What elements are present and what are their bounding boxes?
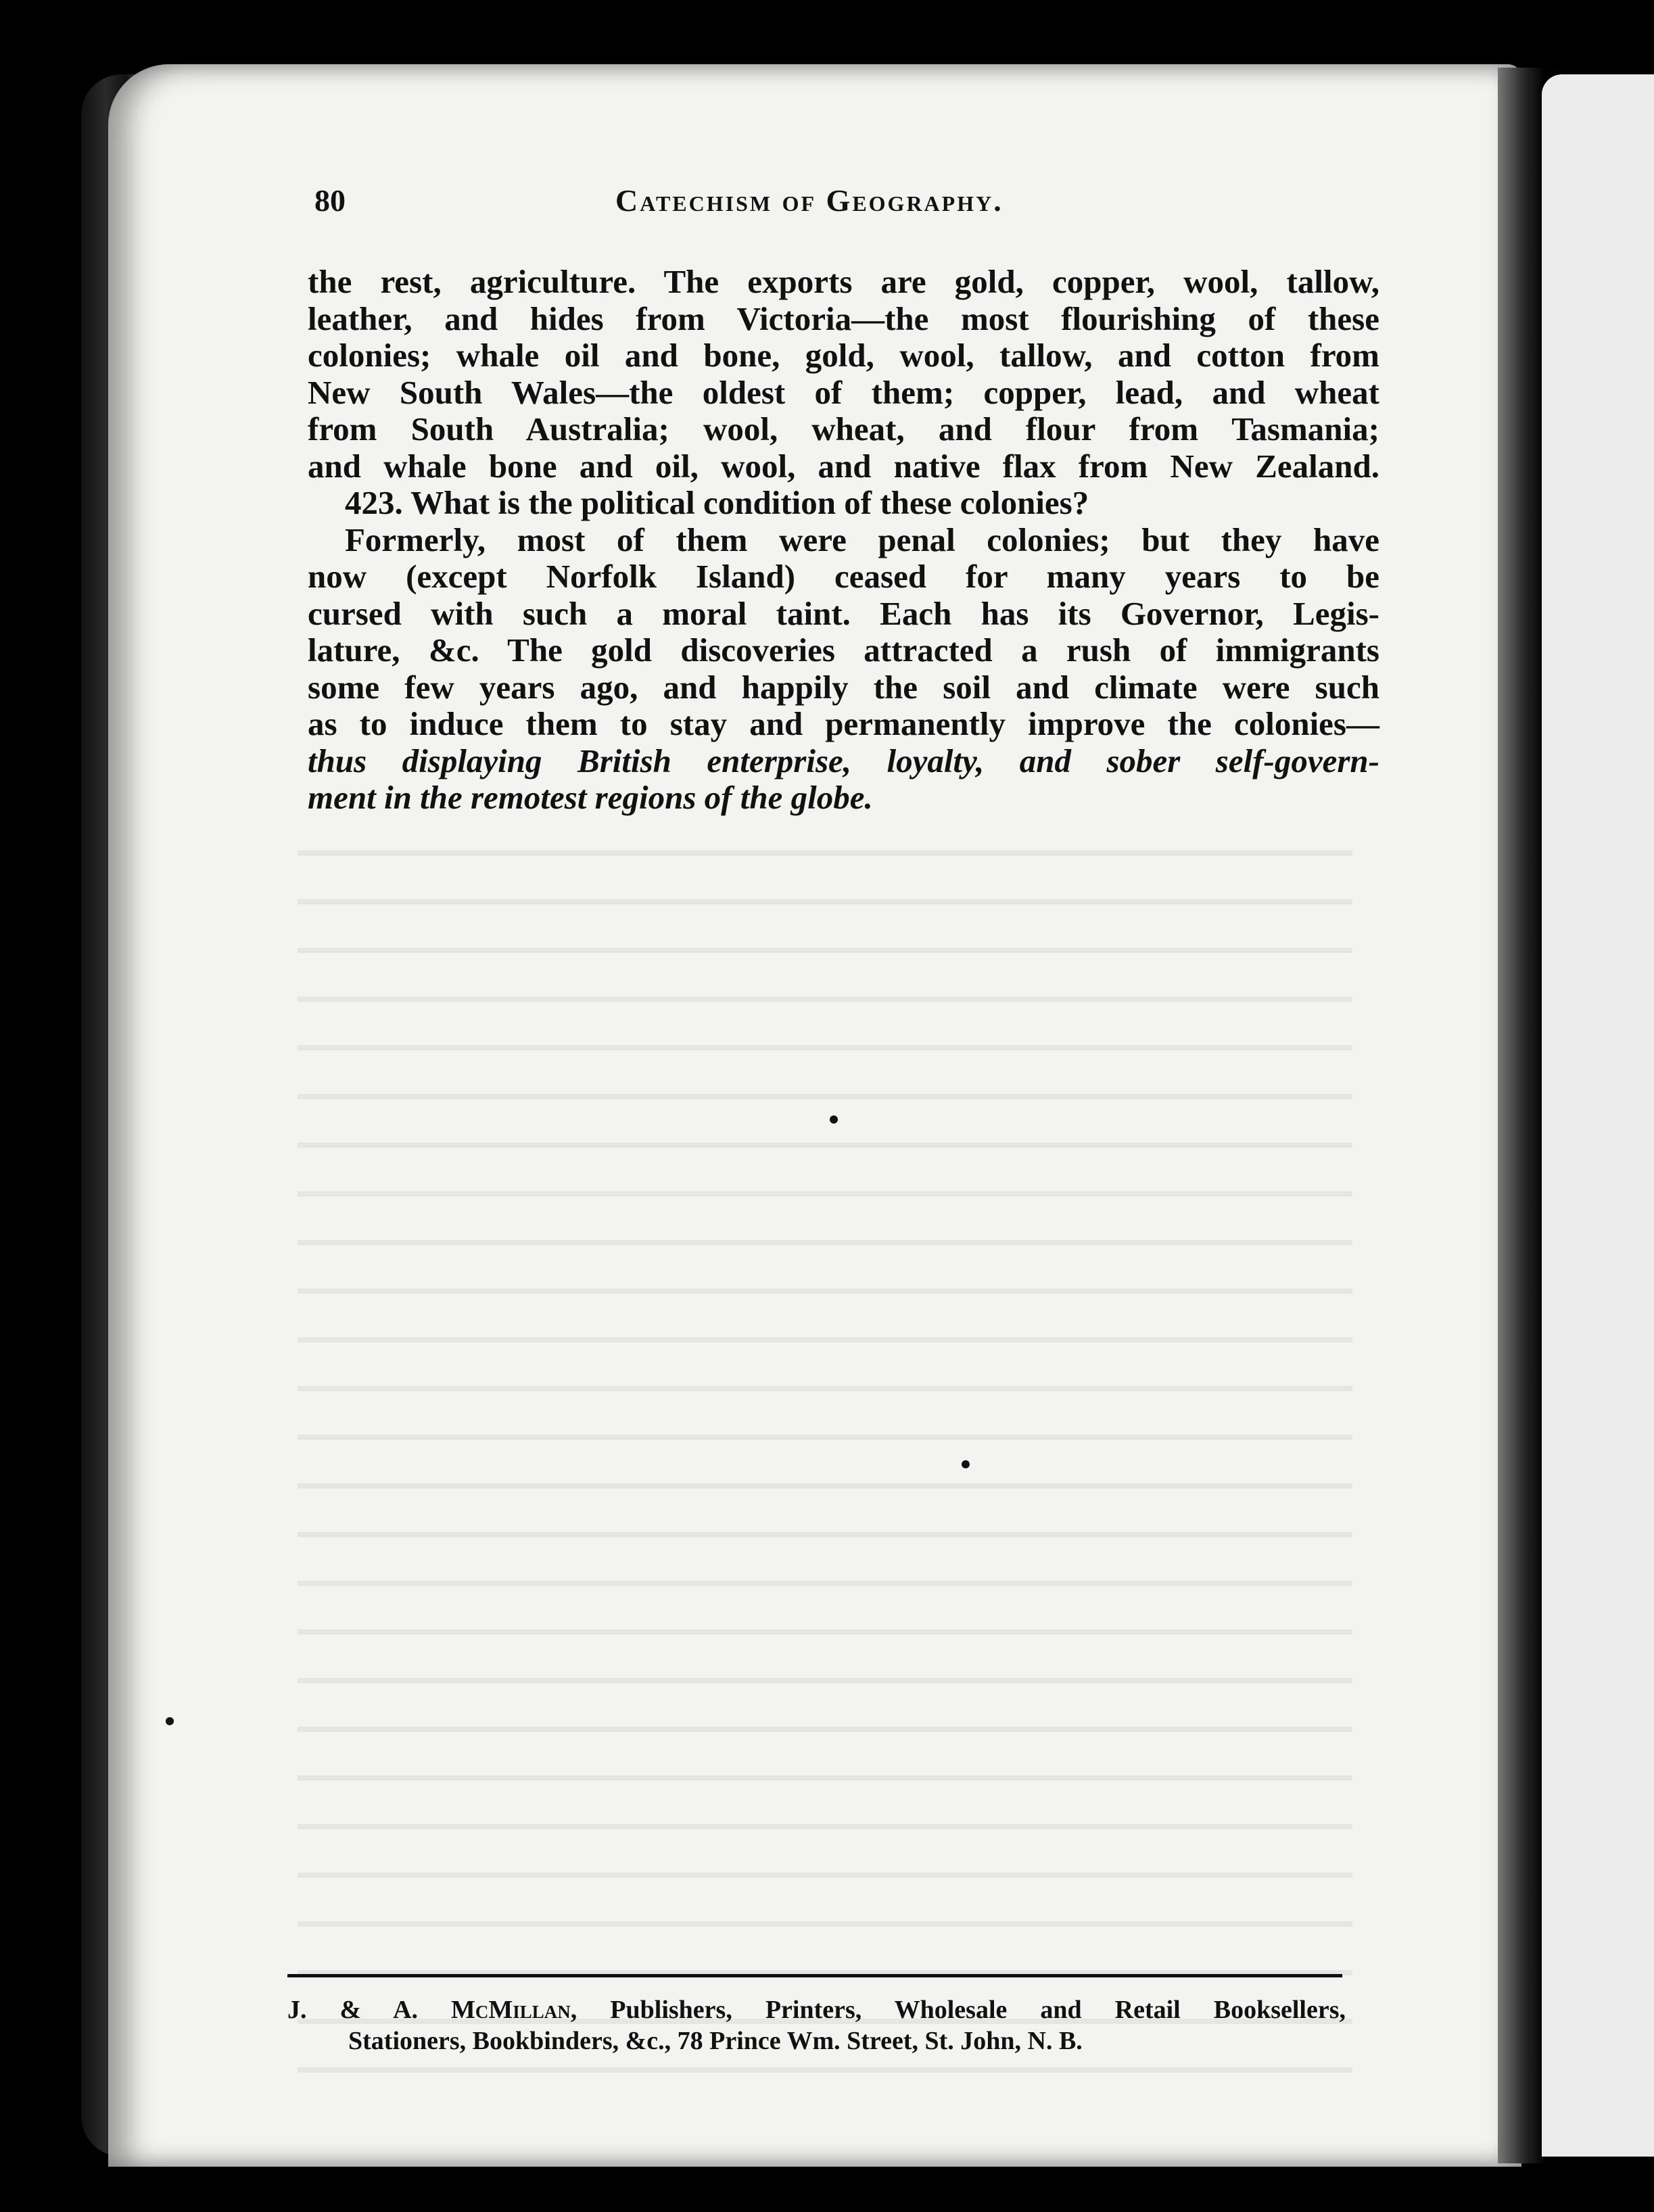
page-header [308,183,1363,237]
text-line: cursed with such a moral taint. Each has its Governor, Legis- [308,594,1379,632]
italic-text-line: ment in the remotest regions of the globe. [308,779,873,816]
body-text [308,264,1379,817]
text-line: now (except Norfolk Island) ceased for many years to be [308,558,1379,595]
footer-rule [287,1974,1342,1977]
running-title: Catechism of Geography. [615,183,1003,218]
bleed-through-text [298,825,1352,2109]
italic-text-line: thus displaying British enterprise, loyalty, and sober self-govern- [308,742,1379,779]
ink-speck [166,1717,174,1725]
text-line: the rest, agriculture. The exports are gold, copper, wool, tallow, [308,263,1379,300]
question-line: 423. What is the political condition of these colonies? [345,484,1089,521]
text-line: and whale bone and oil, wool, and native flax from New Zealand. [308,447,1379,485]
imprint-line-1 [287,1994,1346,2025]
publisher-name: J. & A. McMillan [287,1996,571,2024]
page-number: 80 [314,183,346,218]
page-gutter-shadow [1498,68,1545,2163]
text-line: from South Australia; wool, wheat, and flour from Tasmania; [308,410,1379,448]
imprint-line-1-rest: , Publishers, Printers, Wholesale and Retail Booksellers, [570,1996,1346,2024]
text-line: New South Wales—the oldest of them; copper, lead, and wheat [308,373,1379,411]
publisher-imprint [287,1994,1346,2057]
text-line: leather, and hides from Victoria—the most flourishing of these [308,299,1379,337]
text-line: Formerly, most of them were penal colonies; but they have [345,521,1379,558]
text-line: colonies; whale oil and bone, gold, wool, tallow, and cotton from [308,337,1379,374]
adjacent-page [1542,74,1654,2157]
ink-speck [830,1115,838,1124]
text-line: lature, &c. The gold discoveries attracted a rush of immigrants [308,631,1379,669]
text-line: as to induce them to stay and permanently improve the colonies— [308,705,1379,742]
ink-speck [962,1460,970,1468]
text-line: some few years ago, and happily the soil and climate were such [308,668,1379,706]
imprint-line-2: Stationers, Bookbinders, &c., 78 Prince Wm. Street, St. John, N. B. [348,2027,1083,2055]
